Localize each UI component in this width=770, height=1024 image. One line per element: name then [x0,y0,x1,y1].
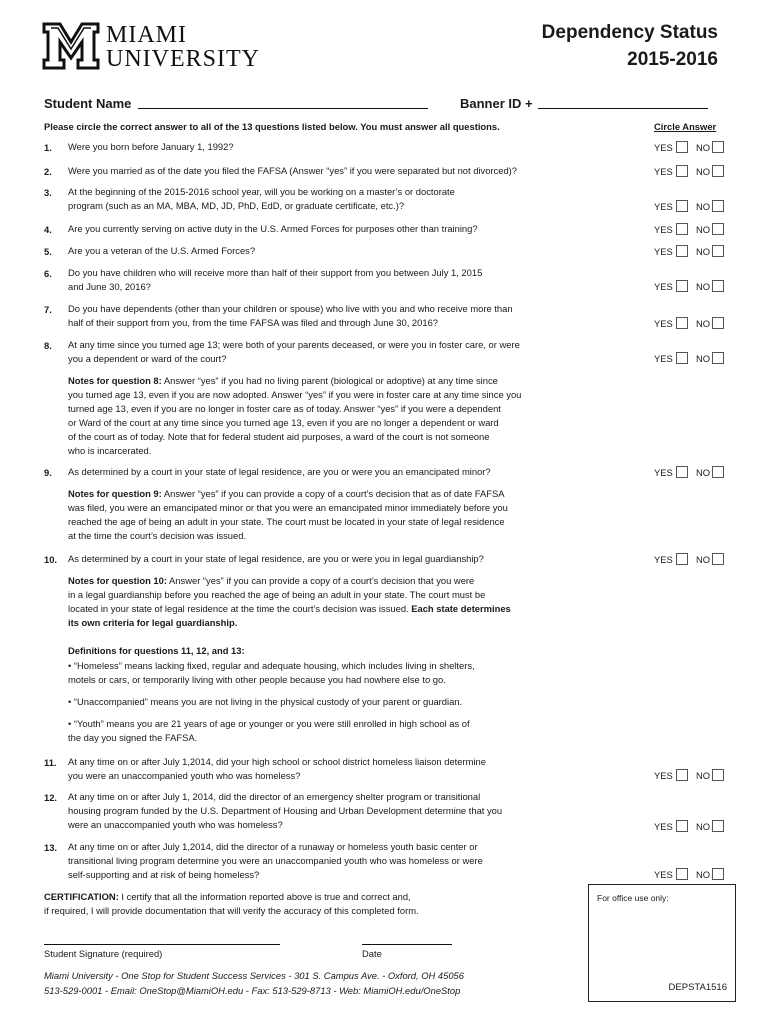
no-checkbox[interactable] [712,245,724,257]
yes-label: YES [654,467,673,478]
question-text-line2: housing program funded by the U.S. Department of Housing and Urban Development determine that you [68,805,503,816]
definition-line: • “Youth” means you are 21 years of age or younger or you were still enrolled in high school as of [68,718,470,729]
yes-checkbox[interactable] [676,317,688,329]
note-q10-title: Notes for question 10: [68,575,167,586]
yes-checkbox[interactable] [676,280,688,292]
yes-checkbox[interactable] [676,245,688,257]
question-number: 13. [44,842,58,853]
no-checkbox[interactable] [712,553,724,565]
note-q8-line: of the court as of today. Note that for federal student aid purposes, a ward of the court is not someone [68,431,490,442]
question-text-line3: self-supporting and at risk of being homeless? [68,869,260,880]
question-text-line1: Do you have children who will receive more than half of their support from you between July 1, 2015 [68,267,483,278]
definition-line: the day you signed the FAFSA. [68,732,198,743]
question-text-line2: program (such as an MA, MBA, MD, JD, PhD, EdD, or graduate certificate, etc.)? [68,200,405,211]
answer-q12 [654,820,734,834]
question-text-line1: Do you have dependents (other than your children or spouse) who live with you and who receive more than [68,303,513,314]
answer-q10 [654,553,734,567]
question-text-line1: At any time on or after July 1,2014, did your high school or school district homeless liaison determine [68,756,486,767]
banner-id-field[interactable] [538,108,708,109]
no-label: NO [696,246,711,257]
question-text-line2: half of their support from you, from the time FAFSA was filed and through June 30, 2016? [68,317,438,328]
note-q8-title: Notes for question 8: [68,375,162,386]
question-text-line1: At the beginning of the 2015-2016 school year, will you be working on a master’s or doctorate [68,186,455,197]
answer-q1 [654,141,734,155]
yes-label: YES [654,821,673,832]
question-number: 3. [44,187,52,198]
no-checkbox[interactable] [712,769,724,781]
yes-label: YES [654,318,673,329]
note-q9-line: was filed, you were an emancipated minor or that you were an emancipated minor immediately before you [68,502,508,513]
question-number: 7. [44,304,52,315]
answer-q8 [654,352,734,366]
note-q9-line: at the time the court’s decision was issued. [68,530,247,541]
definitions-title: Definitions for questions 11, 12, and 13: [68,645,245,656]
yes-checkbox[interactable] [676,223,688,235]
note-q9-title: Notes for question 9: [68,488,162,499]
question-text-line1: At any time since you turned age 13; were both of your parents deceased, or were you in foster care, or were [68,339,520,350]
note-q8-line: turned age 13, even if you are no longer in foster care as of today. Answer “yes” if you were a dependent [68,403,501,414]
note-q10-bold: its own criteria for legal guardianship. [68,617,238,628]
footer-contact: 513-529-0001 - Email: OneStop@MiamiOH.edu - Fax: 513-529-8713 - Web: MiamiOH.edu/OneStop [44,985,461,996]
certification-text: I certify that all the information reported above is true and correct and, [118,891,411,902]
no-label: NO [696,869,711,880]
yes-label: YES [654,246,673,257]
no-checkbox[interactable] [712,317,724,329]
yes-checkbox[interactable] [676,165,688,177]
certification [44,890,584,918]
note-q10 [68,574,588,630]
yes-checkbox[interactable] [676,200,688,212]
question-number: 9. [44,467,52,478]
no-checkbox[interactable] [712,280,724,292]
form-title: Dependency Status [541,22,718,43]
yes-label: YES [654,224,673,235]
answer-q6 [654,280,734,294]
no-checkbox[interactable] [712,820,724,832]
answer-q5 [654,245,734,259]
note-q10-line: in a legal guardianship before you reached the age of being an adult in your state. The court must be [68,589,486,600]
question-number: 6. [44,268,52,279]
question-number: 10. [44,554,58,565]
no-checkbox[interactable] [712,141,724,153]
yes-checkbox[interactable] [676,769,688,781]
signature-field[interactable] [44,944,280,945]
yes-checkbox[interactable] [676,868,688,880]
note-q8-line: Answer “yes” if you had no living parent (biological or adoptive) at any time since [161,375,498,386]
question-text: As determined by a court in your state of legal residence, are you or were you an emancipated minor? [68,466,491,477]
no-checkbox[interactable] [712,352,724,364]
note-q10-line: Answer “yes” if you can provide a copy of a court’s decision that you were [166,575,475,586]
no-checkbox[interactable] [712,165,724,177]
signature-label: Student Signature (required) [44,948,163,959]
question-number: 5. [44,246,52,257]
no-label: NO [696,821,711,832]
yes-label: YES [654,281,673,292]
answer-q4 [654,223,734,237]
note-q8 [68,374,588,458]
question-number: 4. [44,224,52,235]
yes-label: YES [654,142,673,153]
date-label: Date [362,948,382,959]
logo-text-university: UNIVERSITY [106,46,260,72]
answer-q11 [654,769,734,783]
question-text-line1: At any time on or after July 1,2014, did the director of a runaway or homeless youth basic center or [68,841,478,852]
question-text: Are you a veteran of the U.S. Armed Forces? [68,245,256,256]
yes-label: YES [654,353,673,364]
answer-q9 [654,466,734,480]
miami-university-logo [42,22,282,72]
note-q10-bold: Each state determines [408,603,511,614]
note-q9-line: Answer “yes” if you can provide a copy of a court’s decision that as of date FAFSA [161,488,505,499]
note-q9 [68,487,588,543]
note-q8-line: who is incarcerated. [68,445,152,456]
question-text-line2: you a dependent or ward of the court? [68,353,227,364]
no-label: NO [696,467,711,478]
question-number: 2. [44,166,52,177]
form-code: DEPSTA1516 [668,982,727,993]
question-text-line2: transitional living program determine you were an unaccompanied youth who was homeless or were [68,855,483,866]
footer-address: Miami University - One Stop for Student Success Services - 301 S. Campus Ave. - Oxford, OH 45056 [44,970,464,981]
question-text: As determined by a court in your state of legal residence, are you or were you in legal guardianship? [68,553,484,564]
question-number: 12. [44,792,58,803]
yes-label: YES [654,770,673,781]
answer-q2 [654,165,734,179]
question-number: 1. [44,142,52,153]
no-label: NO [696,142,711,153]
yes-checkbox[interactable] [676,466,688,478]
question-number: 8. [44,340,52,351]
question-text: Were you married as of the date you filed the FAFSA (Answer “yes” if you were separated but not divorced)? [68,165,518,176]
circle-answer-header: Circle Answer [654,121,717,132]
miami-m-logo-icon [42,22,100,70]
no-checkbox[interactable] [712,200,724,212]
question-text-line2: and June 30, 2016? [68,281,151,292]
question-text-line2: you were an unaccompanied youth who was homeless? [68,770,301,781]
no-label: NO [696,318,711,329]
definition-homeless [68,659,588,687]
definition-unaccompanied: • “Unaccompanied” means you are not living in the physical custody of your parent or guardian. [68,696,463,707]
note-q10-line: located in your state of legal residence at the time the court’s decision was issued. [68,603,409,614]
no-checkbox[interactable] [712,223,724,235]
note-q8-line: you turned age 13, even if you are now adopted. Answer “yes” if you were in foster care at any time since you [68,389,522,400]
question-text: Are you currently serving on active duty in the U.S. Armed Forces for purposes other than training? [68,223,478,234]
question-text-line3: were an unaccompanied youth who was homeless? [68,819,283,830]
no-label: NO [696,166,711,177]
instructions: Please circle the correct answer to all of the 13 questions listed below. You must answer all questions. [44,121,500,132]
yes-checkbox[interactable] [676,820,688,832]
no-label: NO [696,554,711,565]
office-use-label: For office use only: [597,893,669,903]
note-q8-line: or Ward of the court at any time since you turned age 13, even if you are no longer a dependent or ward [68,417,499,428]
answer-q13 [654,868,734,882]
yes-checkbox[interactable] [676,553,688,565]
student-name-label: Student Name [44,96,132,111]
no-label: NO [696,770,711,781]
question-text-line1: At any time on or after July 1, 2014, did the director of an emergency shelter program or transitional [68,791,481,802]
yes-label: YES [654,554,673,565]
definition-line: • “Homeless” means lacking fixed, regular and adequate housing, which includes living in shelters, [68,660,475,671]
no-label: NO [696,201,711,212]
question-number: 11. [44,757,57,768]
yes-checkbox[interactable] [676,141,688,153]
no-checkbox[interactable] [712,466,724,478]
student-name-field[interactable] [138,108,428,109]
definition-line: motels or cars, or temporarily living with other people because you had nowhere else to go. [68,674,446,685]
answer-q7 [654,317,734,331]
answer-q3 [654,200,734,214]
definition-youth [68,717,588,745]
yes-checkbox[interactable] [676,352,688,364]
yes-label: YES [654,166,673,177]
note-q9-line: reached the age of being an adult in your state. The court must be located in your state of legal residence [68,516,505,527]
certification-text: if required, I will provide documentation that will verify the accuracy of this completed form. [44,905,419,916]
logo-text-miami: MIAMI [106,22,187,48]
form-year: 2015-2016 [627,49,718,70]
no-label: NO [696,353,711,364]
no-checkbox[interactable] [712,868,724,880]
date-field[interactable] [362,944,452,945]
question-text: Were you born before January 1, 1992? [68,141,234,152]
no-label: NO [696,281,711,292]
certification-label: CERTIFICATION: [44,891,119,902]
yes-label: YES [654,869,673,880]
no-label: NO [696,224,711,235]
office-use-box [588,884,736,1002]
yes-label: YES [654,201,673,212]
banner-id-label: Banner ID + [460,96,533,111]
